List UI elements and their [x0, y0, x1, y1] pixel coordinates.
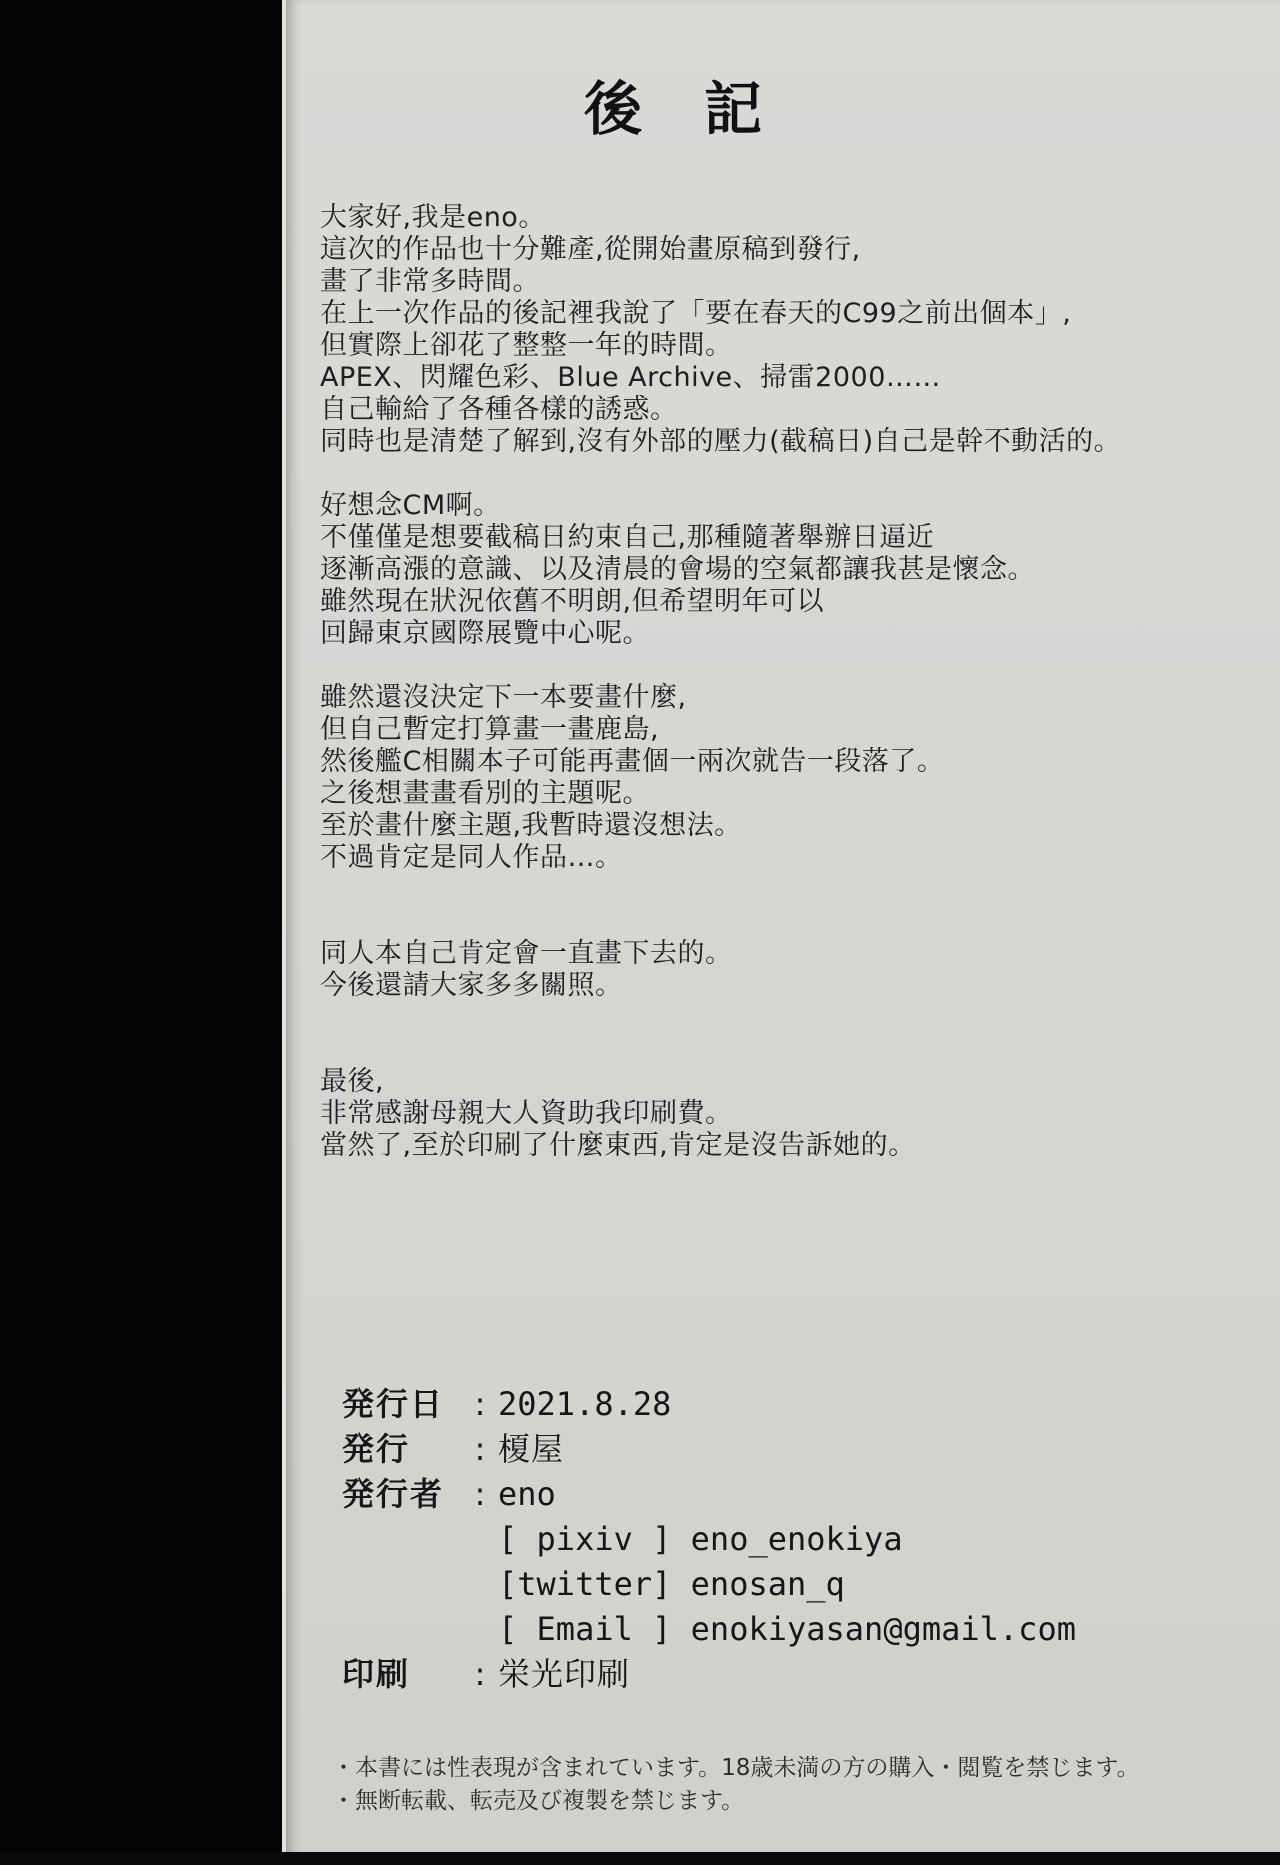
body-line: 同時也是清楚了解到,沒有外部的壓力(截稿日)自己是幹不動活的。	[320, 426, 1122, 457]
body-line: 最後,	[320, 1066, 385, 1097]
afterword-body	[320, 202, 1270, 1162]
colophon-colon: :	[474, 1655, 486, 1693]
body-line: 今後還請大家多多關照。	[320, 970, 623, 1001]
colophon-row	[342, 1562, 1076, 1607]
body-line: 逐漸高漲的意識、以及清晨的會場的空氣都讓我甚是懷念。	[320, 554, 1035, 585]
body-line: 同人本自己肯定會一直畫下去的。	[320, 938, 733, 969]
body-line: 大家好,我是eno。	[320, 202, 546, 233]
colophon-row	[342, 1607, 1076, 1652]
body-line	[320, 458, 1270, 490]
colophon-value: [twitter] enosan_q	[498, 1565, 845, 1603]
colophon-colon: :	[474, 1430, 486, 1468]
colophon-row	[342, 1427, 1076, 1472]
left-black-margin	[0, 0, 282, 1865]
colophon-label: 印刷	[342, 1655, 411, 1693]
disclaimer-line: ・本書には性表現が含まれています。18歳未満の方の購入・閲覧を禁じます。	[332, 1755, 1140, 1781]
colophon-label: 発行	[342, 1430, 411, 1468]
body-line	[320, 650, 1270, 682]
body-line: 在上一次作品的後記裡我說了「要在春天的C99之前出個本」,	[320, 298, 1072, 329]
body-line: 好想念CM啊。	[320, 490, 501, 521]
colophon-label: 発行者	[342, 1475, 445, 1513]
body-line	[320, 906, 1270, 938]
disclaimer-line: ・無断転載、転売及び複製を禁じます。	[332, 1788, 745, 1814]
body-line	[320, 1002, 1270, 1034]
colophon-value: [ pixiv ] eno_enokiya	[498, 1520, 903, 1558]
body-line: 畫了非常多時間。	[320, 266, 540, 297]
colophon-colon: :	[474, 1385, 486, 1423]
body-line: 雖然現在狀況依舊不明朗,但希望明年可以	[320, 586, 825, 617]
colophon-row	[342, 1472, 1076, 1517]
colophon-value: 榎屋	[498, 1430, 565, 1468]
body-line: 自己輸給了各種各樣的誘惑。	[320, 394, 678, 425]
colophon-row	[342, 1382, 1076, 1427]
body-line	[320, 1034, 1270, 1066]
body-line: 之後想畫畫看別的主題呢。	[320, 778, 650, 809]
body-line	[320, 874, 1270, 906]
colophon-row	[342, 1652, 1076, 1697]
colophon-value: [ Email ] enokiyasan@gmail.com	[498, 1610, 1076, 1648]
body-line: 這次的作品也十分難產,從開始畫原稿到發行,	[320, 234, 861, 265]
paper	[282, 0, 1280, 1865]
colophon-value: 栄光印刷	[498, 1655, 631, 1693]
body-line: 當然了,至於印刷了什麼東西,肯定是沒告訴她的。	[320, 1130, 916, 1161]
colophon-row	[342, 1517, 1076, 1562]
colophon-value: 2021.8.28	[498, 1385, 672, 1423]
colophon	[342, 1382, 1076, 1697]
body-line: 然後艦C相關本子可能再畫個一兩次就告一段落了。	[320, 746, 945, 777]
body-line: 雖然還沒決定下一本要畫什麼,	[320, 682, 687, 713]
body-line: 至於畫什麼主題,我暫時還沒想法。	[320, 810, 742, 841]
body-line: 但實際上卻花了整整一年的時間。	[320, 330, 733, 361]
page-title: 後 記	[584, 75, 765, 143]
body-line: 非常感謝母親大人資助我印刷費。	[320, 1098, 733, 1129]
bottom-scan-edge	[0, 1852, 1280, 1865]
disclaimer	[332, 1752, 1272, 1818]
body-line: 但自己暫定打算畫一畫鹿島,	[320, 714, 660, 745]
body-line: 不過肯定是同人作品…。	[320, 842, 623, 873]
colophon-value: eno	[498, 1475, 556, 1513]
body-line: 不僅僅是想要截稿日約束自己,那種隨著舉辦日逼近	[320, 522, 935, 553]
colophon-label: 発行日	[342, 1385, 445, 1423]
colophon-colon: :	[474, 1475, 486, 1513]
body-line: 回歸東京國際展覽中心呢。	[320, 618, 650, 649]
body-line: APEX、閃耀色彩、Blue Archive、掃雷2000……	[320, 362, 941, 393]
